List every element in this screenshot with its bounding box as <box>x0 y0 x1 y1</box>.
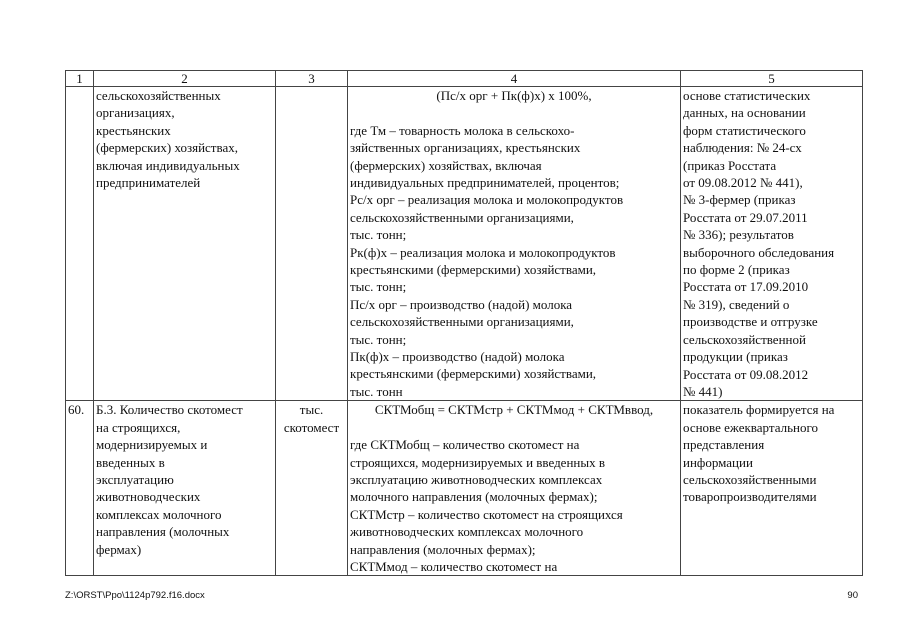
text-line: направления (молочных <box>96 524 230 540</box>
text-line: где Тм – товарность молока в сельскохо- <box>350 122 575 138</box>
text-line: Росстата от 09.08.2012 <box>683 366 809 382</box>
text-line: товаропроизводителями <box>683 489 817 505</box>
text-line: животноводческих <box>96 489 201 505</box>
text-line: выборочного обследования <box>683 244 835 260</box>
header-cell: 5 <box>681 71 863 87</box>
method-cell <box>348 87 681 401</box>
text-line: информации <box>683 454 753 470</box>
unit-cell <box>276 401 348 576</box>
indicator-name-cell <box>94 401 276 576</box>
formula: СКТМобщ = СКТМстр + СКТМмод + СКТМввод, <box>374 402 654 418</box>
text-line: основе статистических <box>683 88 811 103</box>
footer-page-number: 90 <box>847 590 858 601</box>
text-line: на строящихся, <box>96 419 181 435</box>
text-line: тыс. тонн; <box>350 227 407 243</box>
text-line: модернизируемых и <box>96 437 208 453</box>
table-row <box>66 401 863 576</box>
text-line: Росстата от 29.07.2011 <box>683 209 808 225</box>
text-line: основе ежеквартального <box>683 419 818 435</box>
text-line: включая индивидуальных <box>96 157 240 173</box>
footer-file-path: Z:\ORST\Ppo\1124p792.f16.docx <box>65 590 205 601</box>
header-cell: 1 <box>66 71 94 87</box>
text-line: сельскохозяйственными организациями, <box>350 209 574 225</box>
text-line: крестьянских <box>96 122 171 138</box>
text-line: показатель формируется на <box>683 402 835 418</box>
text-line: где СКТМобщ – количество скотомест на <box>350 437 580 453</box>
formula: (Пс/х орг + Пк(ф)х) х 100%, <box>436 88 592 103</box>
text-line: Б.3. Количество скотомест <box>96 402 243 418</box>
text-line: продукции (приказ <box>683 349 788 365</box>
text-line: индивидуальных предпринимателей, процентов; <box>350 175 620 191</box>
text-line: Пк(ф)х – производство (надой) молока <box>350 349 565 365</box>
text-line: крестьянскими (фермерскими) хозяйствами, <box>350 366 597 382</box>
spacer <box>350 419 678 436</box>
unit-cell <box>276 87 348 401</box>
text-line: фермах) <box>96 541 142 557</box>
indicator-name-cell <box>94 87 276 401</box>
text-line: от 09.08.2012 № 441), <box>683 175 803 191</box>
text-line: СКТМмод – количество скотомест на <box>350 558 558 574</box>
text-line: № 441) <box>683 383 723 399</box>
text-line: эксплуатацию <box>96 471 174 487</box>
source-cell <box>681 401 863 576</box>
header-cell: 4 <box>348 71 681 87</box>
text-line: № 319), сведений о <box>683 296 790 312</box>
indicator-table <box>65 70 863 576</box>
text-line: СКТМстр – количество скотомест на строящихся <box>350 506 623 522</box>
text-line: Рк(ф)х – реализация молока и молокопродуктов <box>350 244 616 260</box>
text-line: № 3-фермер (приказ <box>683 192 796 208</box>
text-line: строящихся, модернизируемых и введенных в <box>350 454 605 470</box>
method-cell <box>348 401 681 576</box>
text-line: по форме 2 (приказ <box>683 262 790 278</box>
text-line: направления (молочных фермах); <box>350 541 536 557</box>
text-line: крестьянскими (фермерскими) хозяйствами, <box>350 262 597 278</box>
text-line: (фермерских) хозяйствах, <box>96 140 238 156</box>
text-line: сельскохозяйственной <box>683 331 806 347</box>
text-line: тыс. <box>299 402 324 418</box>
text-line: организациях, <box>96 105 175 121</box>
text-line: комплексах молочного <box>96 506 222 522</box>
header-cell: 3 <box>276 71 348 87</box>
text-line: эксплуатацию животноводческих комплексах <box>350 471 603 487</box>
text-line: (приказ Росстата <box>683 157 777 173</box>
table-row <box>66 87 863 401</box>
text-line: данных, на основании <box>683 105 806 121</box>
text-line: Пс/х орг – производство (надой) молока <box>350 296 573 312</box>
text-line: № 336); результатов <box>683 227 794 243</box>
text-line: (фермерских) хозяйствах, включая <box>350 157 542 173</box>
spacer <box>350 104 678 121</box>
text-line: сельскохозяйственных <box>96 88 221 103</box>
text-line: тыс. тонн <box>350 383 403 399</box>
text-line: животноводческих комплексах молочного <box>350 524 584 540</box>
text-line: предпринимателей <box>96 175 201 191</box>
text-line: молочного направления (молочных фермах); <box>350 489 598 505</box>
text-line: представления <box>683 437 765 453</box>
text-line: Рс/х орг – реализация молока и молокопродуктов <box>350 192 624 208</box>
header-row <box>66 71 863 87</box>
text-line: тыс. тонн; <box>350 279 407 295</box>
row-number-cell: 60. <box>66 401 94 576</box>
text-line: сельскохозяйственными организациями, <box>350 314 574 330</box>
text-line: Росстата от 17.09.2010 <box>683 279 809 295</box>
source-cell <box>681 87 863 401</box>
text-line: тыс. тонн; <box>350 331 407 347</box>
text-line: зяйственных организациях, крестьянских <box>350 140 581 156</box>
text-line: введенных в <box>96 454 165 470</box>
text-line: производстве и отгрузке <box>683 314 818 330</box>
text-line: скотомест <box>283 419 340 435</box>
text-line: форм статистического <box>683 122 806 138</box>
row-number-cell <box>66 87 94 401</box>
text-line: наблюдения: № 24-сх <box>683 140 802 156</box>
text-line: сельскохозяйственными <box>683 471 817 487</box>
header-cell: 2 <box>94 71 276 87</box>
